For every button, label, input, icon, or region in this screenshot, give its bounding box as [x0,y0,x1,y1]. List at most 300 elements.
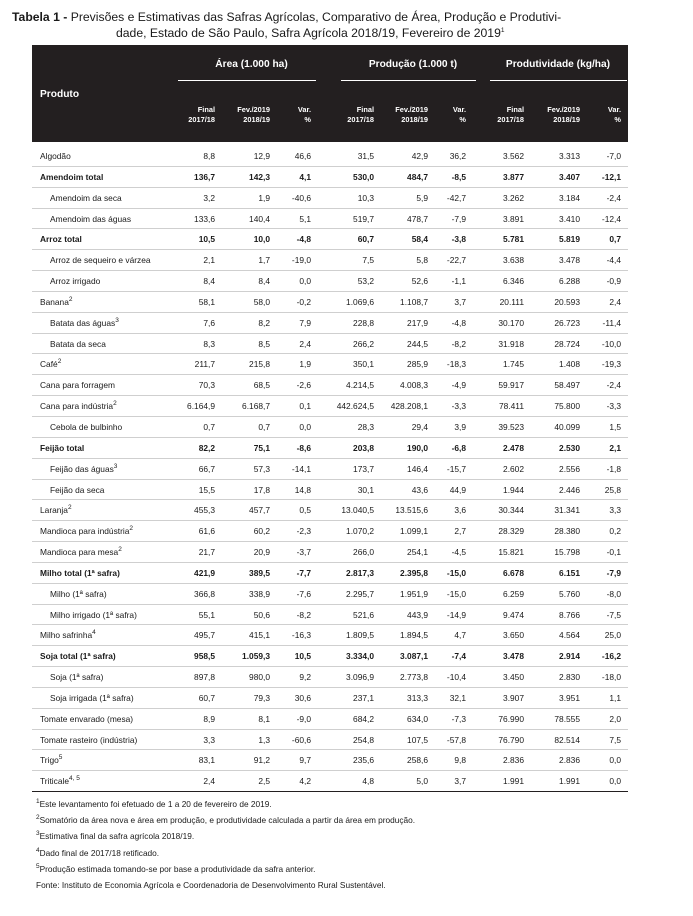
row-footnote-mark: 2 [67,504,72,512]
row-footnote-mark: 5 [58,754,63,762]
row-value-cell: 5,8 [416,255,428,266]
row-value-cell: 58,1 [198,296,215,307]
table-row [32,730,628,751]
row-value-cell: 76.790 [498,734,524,745]
row-value-cell: 2.530 [559,442,580,453]
table-row [32,313,628,334]
row-value-cell: 136,7 [194,171,215,182]
row-product-name: Soja irrigada (1ª safra) [50,692,134,703]
row-value-cell: -0,2 [296,296,311,307]
table-row [32,459,628,480]
row-product-name: Feijão total [40,442,85,453]
row-value-cell: 28.380 [554,526,580,537]
row-value-cell: -9,0 [296,713,311,724]
row-value-cell: 1,5 [609,421,621,432]
row-value-cell: 2,0 [609,713,621,724]
row-value-cell: 78.555 [554,713,580,724]
row-value-cell: 0,1 [299,401,311,412]
row-value-cell: 28.724 [554,338,580,349]
table-row [32,750,628,771]
row-product-name: Batata da seca [50,338,106,349]
row-value-cell: 2.446 [559,484,580,495]
row-value-cell: 1,7 [258,255,270,266]
footnote-mark: 5 [36,863,40,871]
row-value-cell: 142,3 [249,171,270,182]
row-value-cell: 1.991 [503,776,524,787]
row-product-name: Batata das águas$^3$ [50,316,119,328]
row-value-cell: 0,5 [299,505,311,516]
row-value-cell: 78.411 [499,401,524,412]
row-value-cell: -4,4 [606,255,621,266]
row-value-cell: -3,7 [296,547,311,558]
group-header-producao: Produção (1.000 t) [368,59,458,70]
table-row [32,480,628,501]
subcolumn-header [237,105,270,125]
row-value-cell: 266,0 [353,547,374,558]
row-value-cell: -18,3 [446,359,466,370]
row-value-cell: 29,4 [411,421,428,432]
row-value-cell: 1,1 [609,692,621,703]
subcolumn-header-line1: Var. [607,105,621,114]
row-value-cell: -3,8 [451,234,466,245]
group-divider-area [178,80,316,81]
row-value-cell: 30,1 [357,484,374,495]
row-value-cell: 3.184 [559,192,580,203]
row-value-cell: 3.450 [503,672,524,683]
row-value-cell: -7,6 [296,588,311,599]
row-value-cell: 6.164,9 [187,401,215,412]
row-product-name: Soja total (1ª safra) [40,651,116,662]
row-value-cell: -15,0 [446,567,466,578]
row-value-cell: -15,0 [446,588,466,599]
row-value-cell: 107,5 [407,734,428,745]
row-value-cell: 0,7 [203,421,215,432]
row-value-cell: 521,6 [353,609,374,620]
table-row [32,584,628,605]
row-value-cell: 12,9 [253,151,270,161]
table-row [32,167,628,188]
row-value-cell: -8,6 [296,442,311,453]
row-value-cell: 1.070,2 [346,526,374,537]
row-value-cell: 44,9 [449,484,466,495]
row-value-cell: 39.523 [498,421,524,432]
row-product-name: Banana$^2$ [40,296,73,307]
row-value-cell: 7,6 [203,317,215,328]
row-value-cell: 46,6 [294,151,311,161]
row-value-cell: 0,2 [609,526,621,537]
subcolumn-header-line1: Var. [297,105,311,114]
row-value-cell: 40.099 [554,421,580,432]
footnote-text: Somatório da área nova e área em produção, e produtividade calculada a partir da área em produção. [39,815,416,826]
table-row [32,605,628,626]
row-product-name: Feijão da seca [50,484,105,495]
footnote-text: Este levantamento foi efetuado de 1 a 20 de fevereiro de 2019. [39,799,272,809]
row-value-cell: -7,4 [451,651,466,662]
subcolumn-header-line1: Final [356,105,374,114]
row-value-cell: 25,8 [604,484,621,495]
row-footnote-mark: 4 [92,629,96,637]
row-value-cell: 244,5 [407,338,428,349]
table-row [32,521,628,542]
row-product-name: Mandioca para mesa$^2$ [40,546,122,558]
group-header-area: Área (1.000 ha) [215,59,288,70]
row-value-cell: 10,5 [198,234,215,245]
row-value-cell: 3,3 [203,734,215,745]
row-value-cell: 3.478 [559,255,580,266]
row-product-name: Cana para indústria$^2$ [40,400,117,412]
row-value-cell: 684,2 [353,713,374,724]
footnotes [36,796,415,893]
row-value-cell: 3.087,1 [400,651,428,662]
row-value-cell: 1,9 [299,359,311,370]
row-value-cell: 5.781 [503,234,524,245]
footnote-text: Produção estimada tomando-se por base a produtividade da safra anterior. [39,863,316,874]
row-value-cell: 91,2 [253,755,270,766]
row-value-cell: 3.650 [503,630,524,641]
row-value-cell: -16,2 [601,651,621,662]
row-value-cell: 7,5 [609,734,621,745]
subcolumn-header-line1: Final [197,105,215,114]
subcolumn-header-line1: Fev./2019 [395,105,428,114]
row-value-cell: 1.894,5 [400,630,428,641]
row-value-cell: 2.295,7 [346,588,374,599]
table-row [32,271,628,292]
row-value-cell: 43,6 [411,484,428,495]
row-value-cell: 9,2 [299,672,311,683]
row-value-cell: 2.556 [559,463,580,474]
row-value-cell: 57,3 [253,463,270,474]
row-value-cell: 9,8 [454,755,466,766]
row-product-name: Milho irrigado (1ª safra) [50,609,137,620]
subcolumn-header-line1: Fev./2019 [547,105,580,114]
row-value-cell: 1.944 [503,484,524,495]
row-value-cell: 2.836 [503,755,524,766]
table-header [32,45,628,142]
row-value-cell: -7,9 [451,213,466,224]
row-value-cell: 1.745 [503,359,524,370]
row-value-cell: 3,7 [454,776,466,787]
row-value-cell: 4,2 [299,776,311,787]
row-footnote-mark: 2 [57,358,62,366]
row-value-cell: 1.408 [559,359,580,370]
row-product-name: Laranja$^2$ [40,504,72,516]
table-row [32,688,628,709]
subcolumn-header-line2: 2018/19 [401,115,428,124]
row-value-cell: -14,1 [291,463,311,474]
group-header-produtividade: Produtividade (kg/ha) [505,59,611,70]
row-product-name: Soja (1ª safra) [50,672,104,683]
row-value-cell: 7,5 [362,255,374,266]
row-value-cell: -2,4 [606,192,621,203]
subcolumn-header [395,105,428,125]
row-value-cell: 484,7 [407,171,428,182]
footnote [36,861,415,877]
row-value-cell: 8,8 [203,151,215,161]
row-value-cell: -14,9 [446,609,466,620]
row-value-cell: 15,5 [198,484,215,495]
row-value-cell: 76.990 [498,713,524,724]
row-value-cell: 266,2 [353,338,374,349]
row-value-cell: 2.773,8 [400,672,428,683]
row-product-name: Cana para forragem [40,380,115,391]
row-value-cell: 285,9 [407,359,428,370]
subcolumn-header-line2: 2018/19 [553,115,580,124]
row-value-cell: 0,0 [609,776,621,787]
row-footnote-mark: 3 [113,462,118,470]
row-product-name: Amendoim total [40,171,104,182]
row-value-cell: 2.478 [503,442,524,453]
row-value-cell: 4.564 [559,630,580,641]
row-value-cell: 3.478 [503,651,524,662]
row-value-cell: 2.830 [559,672,580,683]
row-value-cell: 1,3 [258,734,270,745]
row-value-cell: 203,8 [353,442,374,453]
row-value-cell: 3.951 [559,692,580,703]
row-value-cell: 2,4 [609,296,621,307]
row-value-cell: 21,7 [198,547,215,558]
row-value-cell: -11,4 [602,317,621,328]
row-value-cell: 2,4 [203,776,215,787]
row-value-cell: 3,2 [203,192,215,203]
table-title-sup: 1 [500,26,505,34]
table-row [32,438,628,459]
table-row [32,146,628,167]
row-value-cell: 36,2 [449,151,466,161]
row-value-cell: 60,7 [198,692,215,703]
row-value-cell: 313,3 [407,692,428,703]
row-value-cell: 20.593 [554,296,580,307]
row-footnote-mark: 4, 5 [69,775,80,783]
row-product-name: Amendoim das águas [50,213,132,224]
row-value-cell: 8,9 [203,713,215,724]
row-value-cell: 9,7 [299,755,311,766]
row-value-cell: 1.108,7 [400,296,428,307]
row-value-cell: -19,3 [601,359,621,370]
row-value-cell: 5,1 [299,213,311,224]
row-value-cell: -2,3 [296,526,311,537]
row-value-cell: 133,6 [194,213,215,224]
row-value-cell: 4,8 [362,776,374,787]
table-row [32,542,628,563]
row-value-cell: 58.497 [554,380,580,391]
row-value-cell: 958,5 [194,651,215,662]
table-row [32,771,628,792]
row-value-cell: 6.151 [559,567,580,578]
row-value-cell: 0,0 [299,276,311,287]
row-value-cell: 6.168,7 [242,401,270,412]
row-value-cell: 254,8 [353,734,374,745]
table-row [32,667,628,688]
row-footnote-mark: 2 [129,525,134,533]
row-value-cell: 478,7 [407,213,428,224]
subcolumn-header [497,105,524,125]
row-value-cell: 13.040,5 [341,505,374,516]
subcolumn-header-line2: % [304,115,311,124]
footnote [36,796,415,812]
footnote-text: Fonte: Instituto de Economia Agrícola e Coordenadoria de Desenvolvimento Rural Sustentável. [36,880,386,891]
row-value-cell: 8,1 [258,713,270,724]
row-value-cell: 17,8 [253,484,270,495]
row-value-cell: 140,4 [249,213,270,224]
row-value-cell: 228,8 [353,317,374,328]
row-value-cell: 50,6 [253,609,270,620]
row-value-cell: -8,0 [606,588,621,599]
row-value-cell: 237,1 [353,692,374,703]
row-value-cell: 14,8 [294,484,311,495]
row-value-cell: 32,1 [449,692,466,703]
row-value-cell: 3.891 [503,213,524,224]
row-value-cell: 8.766 [559,609,580,620]
row-value-cell: -4,9 [451,380,466,391]
row-value-cell: 42,9 [411,151,428,161]
row-value-cell: 897,8 [194,672,215,683]
row-value-cell: 30.344 [498,505,524,516]
row-value-cell: -7,7 [296,567,311,578]
row-product-name: Arroz de sequeiro e várzea [50,255,151,266]
table-row [32,646,628,667]
row-value-cell: 6.346 [503,276,524,287]
row-value-cell: 2.914 [559,651,580,662]
row-product-name: Triticale$^{4, 5}$ [40,775,80,787]
row-value-cell: 3.877 [503,171,524,182]
row-value-cell: 428.208,1 [390,401,428,412]
table-row [32,396,628,417]
row-value-cell: 13.515,6 [395,505,428,516]
row-value-cell: 421,9 [194,567,215,578]
row-value-cell: 9.474 [503,609,524,620]
table-title-line2-wrap [12,25,684,41]
row-value-cell: 30,6 [294,692,311,703]
row-value-cell: 58,0 [253,296,270,307]
row-product-name: Milho total (1ª safra) [40,567,120,578]
row-value-cell: -10,0 [601,338,621,349]
row-value-cell: -19,0 [291,255,311,266]
row-footnote-mark: 2 [113,400,117,408]
row-value-cell: 2.836 [559,755,580,766]
row-value-cell: 8,4 [258,276,270,287]
row-value-cell: 530,0 [353,171,374,182]
row-product-name: Café$^2$ [40,358,62,370]
row-value-cell: 61,6 [198,526,215,537]
row-value-cell: 15.798 [554,547,580,558]
row-value-cell: -4,8 [296,234,311,245]
row-value-cell: 3,6 [454,505,466,516]
row-value-cell: 58,4 [411,234,428,245]
row-value-cell: -1,1 [451,276,466,287]
row-value-cell: -1,8 [606,463,621,474]
row-value-cell: -8,2 [296,609,311,620]
row-value-cell: 4,1 [299,171,311,182]
row-value-cell: 68,5 [253,380,270,391]
group-divider-producao [341,80,476,81]
row-value-cell: -4,5 [451,547,466,558]
row-value-cell: 455,3 [194,505,215,516]
row-value-cell: -57,8 [446,734,466,745]
table-row [32,500,628,521]
row-value-cell: 30.170 [498,317,524,328]
row-value-cell: 211,7 [194,359,215,370]
subcolumn-header-line2: 2018/19 [243,115,270,124]
row-value-cell: 2.817,3 [346,567,374,578]
row-product-name: Arroz total [40,234,82,245]
subcolumn-header [188,105,215,125]
table-row [32,229,628,250]
row-value-cell: 10,3 [357,192,374,203]
row-value-cell: 258,6 [407,755,428,766]
row-product-name: Milho (1ª safra) [50,588,107,599]
subcolumn-header-line1: Var. [452,105,466,114]
row-product-name: Tomate envarado (mesa) [40,713,134,724]
row-value-cell: 10,0 [253,234,270,245]
row-value-cell: -42,7 [446,192,466,203]
row-value-cell: 2,1 [203,255,215,266]
subcolumn-header-line1: Final [506,105,524,114]
table-row [32,625,628,646]
row-footnote-mark: 3 [115,316,119,324]
row-value-cell: 5.760 [559,588,580,599]
row-value-cell: -7,0 [606,151,621,161]
footnote [36,877,415,893]
row-product-name: Trigo$^5$ [40,754,63,766]
row-value-cell: 8,4 [203,276,215,287]
table-row [32,354,628,375]
row-product-name: Feijão das águas$^3$ [50,462,118,474]
row-value-cell: 75.800 [554,401,580,412]
table-title-line1: Previsões e Estimativas das Safras Agrícolas, Comparativo de Área, Produção e Produtivi- [67,10,562,24]
subcolumn-header-line2: % [614,115,621,124]
row-value-cell: 3.638 [503,255,524,266]
row-value-cell: 2,1 [609,442,621,453]
row-value-cell: 59.917 [498,380,524,391]
group-divider-produtividade [490,80,627,81]
table-title-line2: dade, Estado de São Paulo, Safra Agrícola 2018/19, Fevereiro de 2019 [116,26,501,40]
row-footnote-mark: 2 [68,296,73,304]
row-value-cell: 4,7 [454,630,466,641]
subcolumn-header [347,105,374,125]
table-row [32,375,628,396]
row-value-cell: 366,8 [194,588,215,599]
row-value-cell: 415,1 [249,630,270,641]
row-product-name: Algodão [40,151,71,161]
row-value-cell: 2,7 [454,526,466,537]
table-row [32,709,628,730]
row-value-cell: 634,0 [407,713,428,724]
table-row [32,563,628,584]
row-value-cell: -16,3 [291,630,311,641]
row-value-cell: 146,4 [407,463,428,474]
row-value-cell: 1.099,1 [400,526,428,537]
row-value-cell: 442.624,5 [336,401,374,412]
row-value-cell: 5.819 [559,234,580,245]
table-title-lead: Tabela 1 - [12,10,68,24]
row-value-cell: 8,3 [203,338,215,349]
row-value-cell: 1.069,6 [346,296,374,307]
row-value-cell: 338,9 [249,588,270,599]
row-value-cell: 3,7 [454,296,466,307]
row-value-cell: 5,0 [416,776,428,787]
row-value-cell: -18,0 [601,672,621,683]
row-value-cell: 79,3 [253,692,270,703]
row-value-cell: -8,2 [451,338,466,349]
row-value-cell: -10,4 [446,672,466,683]
subcolumn-header [453,105,466,125]
footnote-mark: 2 [36,814,40,822]
row-product-name: Arroz irrigado [50,276,101,287]
row-value-cell: 28,3 [357,421,374,432]
row-value-cell: 173,7 [353,463,374,474]
row-value-cell: 443,9 [407,609,428,620]
subcolumn-header-line1: Fev./2019 [237,105,270,114]
